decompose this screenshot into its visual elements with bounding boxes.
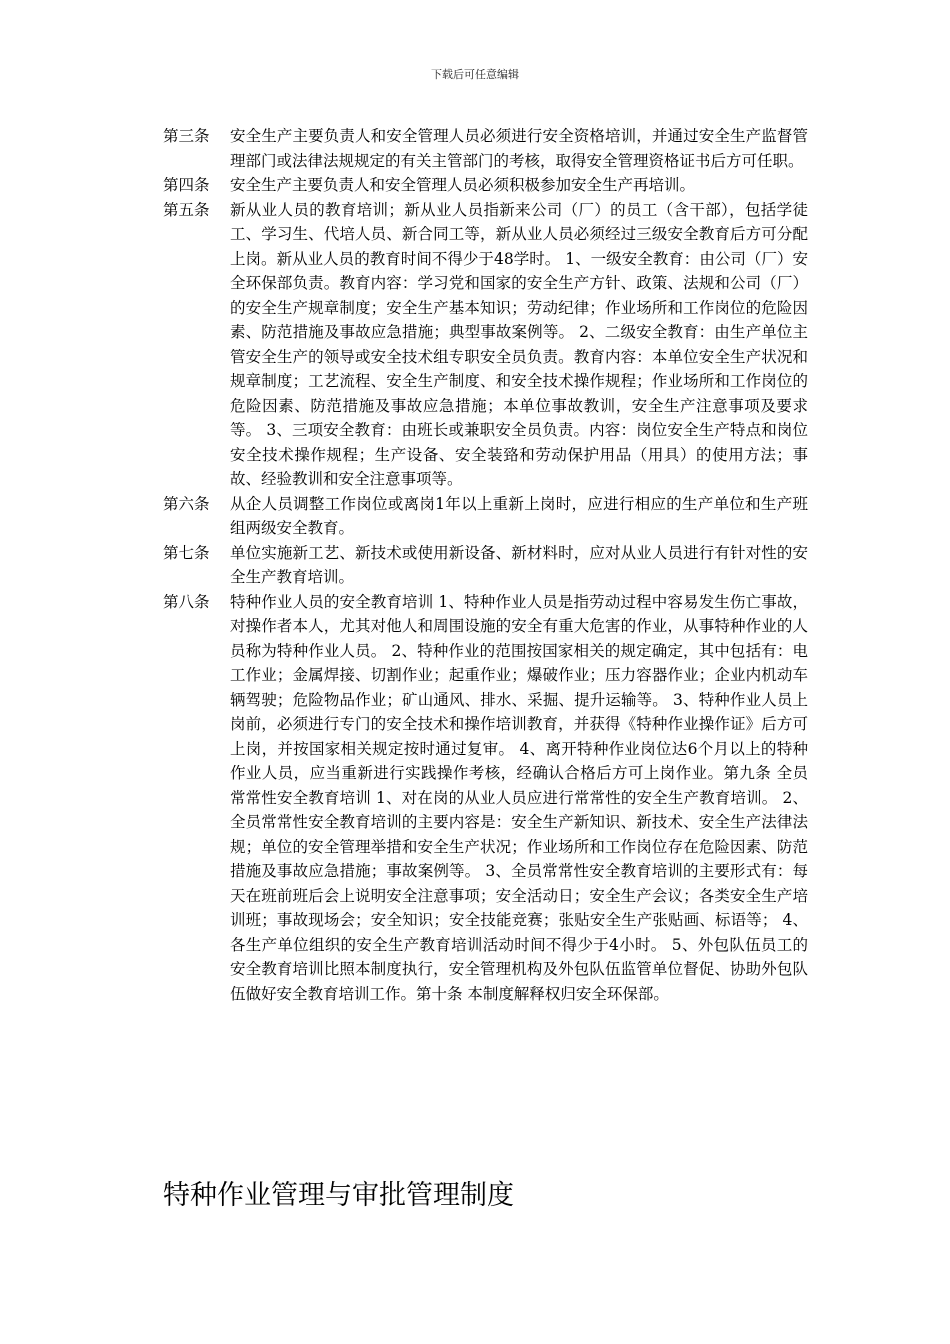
article-label: 第七条 <box>163 543 210 562</box>
article-text: 单位实施新工艺、新技术或使用新设备、新材料时，应对从业人员进行有针对性的安全生产教育培训。 <box>230 543 808 586</box>
section-heading: 特种作业管理与审批管理制度 <box>163 1180 514 1211</box>
article-5 <box>163 198 813 492</box>
article-text: 从企人员调整工作岗位或离岗1年以上重新上岗时，应进行相应的生产单位和生产班组两级安全教育。 <box>230 494 808 537</box>
article-3 <box>163 124 813 173</box>
article-7 <box>163 541 813 590</box>
article-8 <box>163 590 813 1007</box>
article-label: 第八条 <box>163 592 210 611</box>
article-6 <box>163 492 813 541</box>
article-text: 新从业人员的教育培训；新从业人员指新来公司（厂）的员工（含干部），包括学徒工、学习生、代培人员、新合同工等，新从业人员必须经过三级安全教育后方可分配上岗。新从业人员的教育时间不得少于48学时。 1、一级安全教育：由公司（厂）安全环保部负责。教育内容：学习党和国家的安全生产方针、政策、法规和公司（厂）的安全生产规章制度；安全生产基本知识；劳动纪律；作业场所和工作岗位的危险因素、防范措施及事故应急措施；典型事故案例等。 2、二级安全教育：由生产单位主管安全生产的领导或安全技术组专职安全员负责。教育内容：本单位安全生产状况和规章制度；工艺流程、安全生产制度、和安全技术操作规程；作业场所和工作岗位的危险因素、防范措施及事故应急措施；本单位事故教训，安全生产注意事项及要求等。 3、三项安全教育：由班长或兼职安全员负责。内容：岗位安全生产特点和岗位安全技术操作规程；生产设备、安全装臵和劳动保护用品（用具）的使用方法；事故、经验教训和安全注意事项等。 <box>230 200 808 488</box>
article-label: 第五条 <box>163 200 210 219</box>
article-text: 安全生产主要负责人和安全管理人员必须积极参加安全生产再培训。 <box>230 176 696 194</box>
article-text: 安全生产主要负责人和安全管理人员必须进行安全资格培训，并通过安全生产监督管理部门或法律法规规定的有关主管部门的考核，取得安全管理资格证书后方可任职。 <box>230 127 808 170</box>
article-text: 特种作业人员的安全教育培训 1、特种作业人员是指劳动过程中容易发生伤亡事故，对操作者本人，尤其对他人和周围设施的安全有重大危害的作业，从事特种作业的人员称为特种作业人员。 2、特种作业的范围按国家相关的规定确定，其中包括有：电工作业；金属焊接、切割作业；起重作业；爆破作业；压力容器作业；企业内机动车辆驾驶；危险物品作业；矿山通风、排水、采掘、提升运输等。 3、特种作业人员上岗前，必须进行专门的安全技术和操作培训教育，并获得《特种作业操作证》后方可上岗，并按国家相关规定按时通过复审。 4、离开特种作业岗位达6个月以上的特种作业人员，应当重新进行实践操作考核，经确认合格后方可上岗作业。第九条 全员常常性安全教育培训 1、对在岗的从业人员应进行常常性的安全生产教育培训。 2、全员常常性安全教育培训的主要内容是：安全生产新知识、新技术、安全生产法律法规；单位的安全管理举措和安全生产状况；作业场所和工作岗位存在危险因素、防范措施及事故应急措施；事故案例等。 3、全员常常性安全教育培训的主要形式有：每天在班前班后会上说明安全注意事项；安全活动日；安全生产会议；各类安全生产培训班；事故现场会；安全知识；安全技能竞赛；张贴安全生产张贴画、标语等； 4、各生产单位组织的安全生产教育培训活动时间不得少于4小时。 5、外包队伍员工的安全教育培训比照本制度执行，安全管理机构及外包队伍监管单位督促、协助外包队伍做好安全教育培训工作。第十条 本制度解释权归安全环保部。 <box>230 592 808 1003</box>
regulation-articles <box>163 124 813 1006</box>
page-header-note: 下载后可任意编辑 <box>431 68 519 81</box>
article-label: 第三条 <box>163 127 210 145</box>
article-label: 第四条 <box>163 176 210 194</box>
article-4 <box>163 173 813 198</box>
article-label: 第六条 <box>163 494 210 513</box>
